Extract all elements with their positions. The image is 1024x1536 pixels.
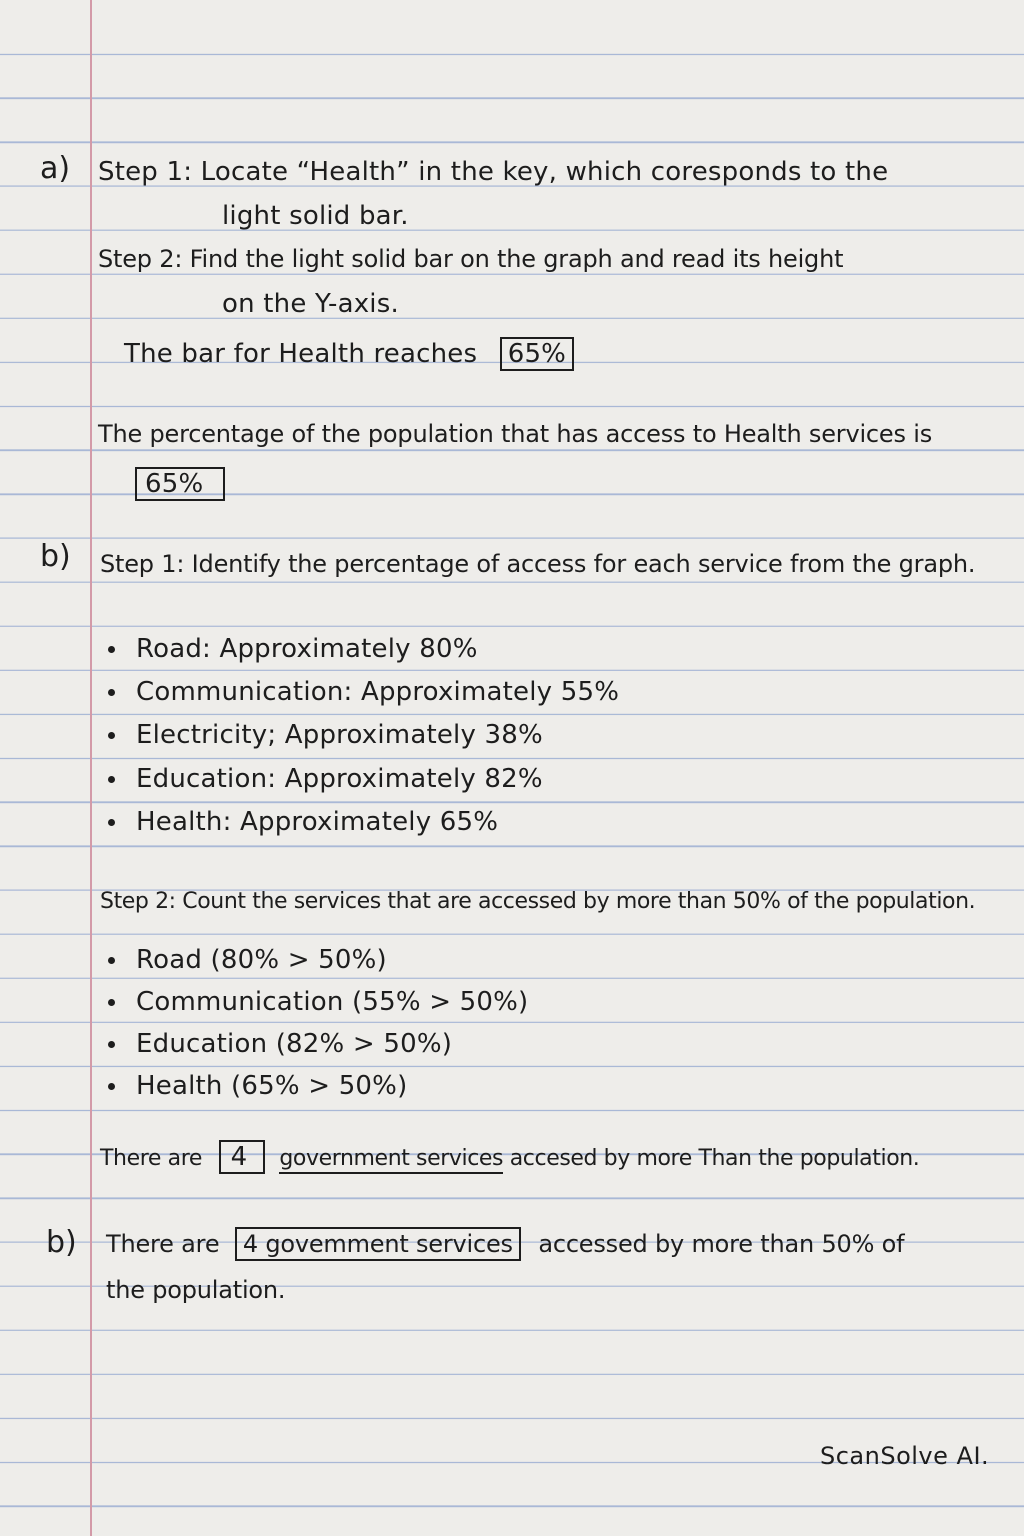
final-answer-suffix: accessed by more than 50% of	[538, 1230, 905, 1258]
over-item-road: Road (80% > 50%)	[136, 945, 387, 975]
part-a-step2-line2: on the Y-axis.	[222, 289, 399, 319]
part-a-step1-line1: Step 1: Locate “Health” in the key, which coresponds to the	[98, 157, 889, 187]
count-value-box: 4	[219, 1140, 265, 1174]
bullet-dot	[108, 732, 115, 739]
part-a-step2-line1: Step 2: Find the light solid bar on the graph and read its height	[98, 245, 844, 273]
reaches-text: The bar for Health reaches	[124, 339, 478, 369]
bullet-dot	[108, 999, 115, 1006]
access-item-road: Road: Approximately 80%	[136, 634, 478, 664]
access-item-education: Education: Approximately 82%	[136, 764, 543, 794]
part-a-conclusion-row	[135, 467, 225, 501]
part-b-step2-line: Step 2: Count the services that are accessed by more than 50% of the population.	[100, 889, 976, 914]
part-a-conclusion-line: The percentage of the population that has access to Health services is	[98, 420, 932, 448]
count-underlined-text: government services	[279, 1146, 503, 1174]
part-a-label: a)	[40, 151, 71, 186]
over-item-health: Health (65% > 50%)	[136, 1071, 408, 1101]
count-suffix: accesed by more Than the population.	[509, 1146, 920, 1171]
over-item-education: Education (82% > 50%)	[136, 1029, 453, 1059]
bullet-dot	[108, 819, 115, 826]
part-b-label: b)	[40, 539, 71, 574]
count-row	[100, 1140, 919, 1176]
access-item-communication: Communication: Approximately 55%	[136, 677, 620, 707]
bullet-dot	[108, 957, 115, 964]
bullet-dot	[108, 1083, 115, 1090]
count-prefix: There are	[100, 1146, 202, 1171]
over-item-communication: Communication (55% > 50%)	[136, 987, 529, 1017]
part-a-reaches-row	[124, 337, 574, 371]
access-item-electricity: Electricity; Approximately 38%	[136, 720, 543, 750]
conclusion-value-box: 65%	[135, 467, 225, 501]
bullet-dot	[108, 646, 115, 653]
bullet-dot	[108, 1041, 115, 1048]
margin-line	[90, 0, 92, 1536]
final-answer-label: b)	[46, 1225, 77, 1260]
bullet-dot	[108, 689, 115, 696]
final-answer-line2: the population.	[106, 1276, 286, 1304]
part-a-step1-line2: light solid bar.	[222, 201, 409, 231]
final-answer-row	[106, 1227, 904, 1261]
reaches-value-box: 65%	[500, 337, 574, 371]
bullet-dot	[108, 776, 115, 783]
access-item-health: Health: Approximately 65%	[136, 807, 499, 837]
final-answer-prefix: There are	[106, 1230, 220, 1258]
part-b-step1-line: Step 1: Identify the percentage of access for each service from the graph.	[100, 550, 976, 578]
final-answer-box: 4 govemment services	[235, 1227, 521, 1261]
scansolve-logo: ScanSolve AI.	[820, 1442, 990, 1470]
